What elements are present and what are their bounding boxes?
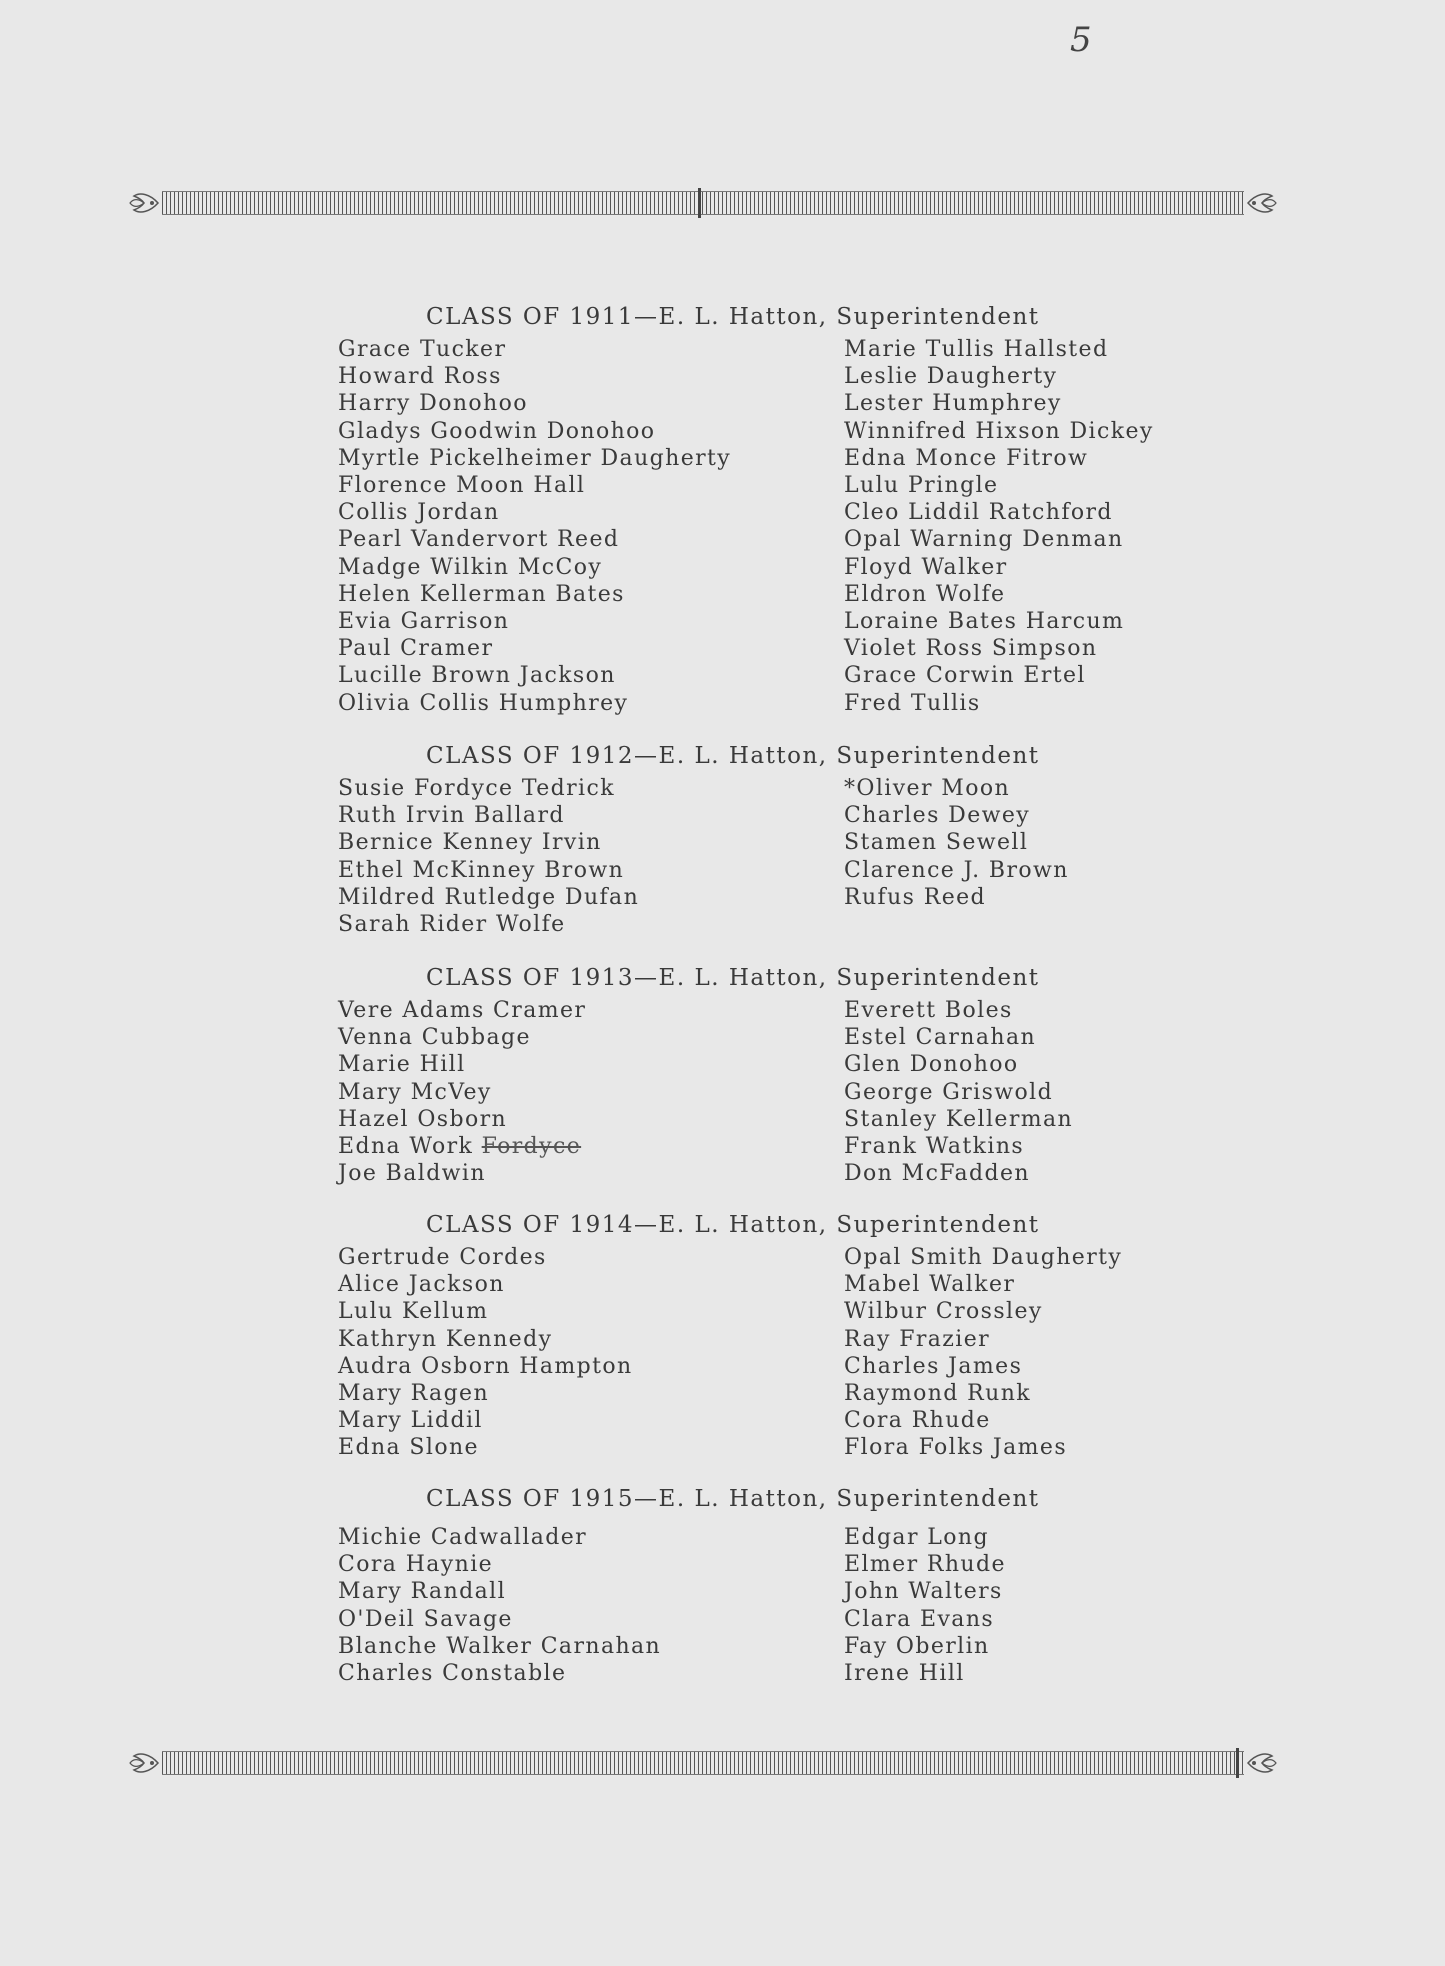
roster-name: Fred Tullis [844,690,981,716]
roster-name: Irene Hill [844,1661,965,1687]
class-heading: CLASS OF 1911—E. L. Hatton, Superintendent [426,304,1040,330]
roster-name: *Oliver Moon [844,776,1011,801]
roster-name: O'Deil Savage [338,1606,513,1632]
roster-name: Edna Monce Fitrow [844,445,1089,471]
roster-name: Eldron Wolfe [844,581,1006,607]
roster-name: Opal Warning Denman [844,527,1124,553]
names-left-column [338,336,731,717]
names-right-column [844,336,1154,717]
roster-name: Fay Oberlin [844,1633,990,1659]
palmette-ornament-icon [1244,188,1278,218]
class-heading: CLASS OF 1913—E. L. Hatton, Superintendent [426,965,1040,991]
class-heading: CLASS OF 1915—E. L. Hatton, Superintendent [426,1486,1040,1512]
top-ornamental-border [128,188,1278,218]
roster-name: Mary Randall [338,1579,507,1605]
roster-name: Elmer Rhude [844,1552,1006,1578]
roster-name: Cleo Liddil Ratchford [844,500,1113,526]
names-left-column [338,1244,633,1462]
roster-name: Collis Jordan [338,500,500,526]
roster-name: Blanche Walker Carnahan [338,1633,662,1659]
names-left-column [338,775,639,938]
roster-name: Mildred Rutledge Dufan [338,884,640,910]
roster-name: Vere Adams Cramer [338,998,587,1023]
roster-name: Edgar Long [844,1525,989,1550]
page-number: 5 [1070,20,1092,60]
roster-name: Florence Moon Hall [338,473,586,499]
roster-name: Helen Kellerman Bates [338,581,625,607]
roster-name: Lulu Pringle [844,473,999,499]
roster-name: Gladys Goodwin Donohoo [338,418,656,444]
roster-name: Wilbur Crossley [844,1299,1043,1325]
roster-name: Mabel Walker [844,1272,1016,1298]
roster-name: Flora Folks James [844,1435,1068,1461]
roster-name: Glen Donohoo [844,1052,1019,1078]
roster-name: Winnifred Hixson Dickey [844,418,1154,444]
roster-name: Harry Donohoo [338,391,528,417]
roster-name: Sarah Rider Wolfe [338,912,566,938]
roster-name: Marie Tullis Hallsted [844,337,1109,362]
roster-name: John Walters [844,1579,1003,1605]
palmette-ornament-icon [128,188,162,218]
roster-name: Hazel Osborn [338,1106,508,1132]
roster-name: Evia Garrison [338,609,510,635]
palmette-ornament-icon [1244,1748,1278,1778]
roster-name: Ruth Irvin Ballard [338,803,565,829]
palmette-ornament-icon [128,1748,162,1778]
roster-name: Clarence J. Brown [844,857,1069,883]
names-left-column [338,997,586,1187]
roster-name: Frank Watkins [844,1134,1025,1160]
bottom-ornamental-border [128,1748,1278,1778]
roster-name: Clara Evans [844,1606,995,1632]
roster-name: Audra Osborn Hampton [338,1353,633,1379]
roster-name: Bernice Kenney Irvin [338,830,602,856]
roster-name: Charles James [844,1353,1023,1379]
roster-name: Don McFadden [844,1161,1030,1187]
roster-name: Madge Wilkin McCoy [338,554,603,580]
roster-name: Venna Cubbage [338,1025,531,1051]
roster-name: Ethel McKinney Brown [338,857,625,883]
names-right-column [844,775,1069,911]
roster-name: Opal Smith Daugherty [844,1245,1123,1270]
roster-name: Michie Cadwallader [338,1525,588,1550]
names-left-column [338,1524,661,1687]
roster-name: Lulu Kellum [338,1299,489,1325]
roster-name: Charles Constable [338,1661,567,1687]
roster-name: Kathryn Kennedy [338,1326,553,1352]
roster-name: Leslie Daugherty [844,364,1058,390]
struck-out-surname: Fordyce [481,1134,582,1160]
roster-name: Stanley Kellerman [844,1106,1074,1132]
roster-name: Myrtle Pickelheimer Daugherty [338,445,732,471]
roster-name: Edna Slone [338,1435,479,1461]
roster-name: Howard Ross [338,364,502,390]
roster-name: Loraine Bates Harcum [844,609,1125,635]
roster-name: Gertrude Cordes [338,1245,547,1270]
roster-name: Everett Boles [844,998,1013,1023]
roster-name: Lucille Brown Jackson [338,663,616,689]
roster-name: Rufus Reed [844,884,987,910]
roster-name: Alice Jackson [338,1272,505,1298]
class-heading: CLASS OF 1914—E. L. Hatton, Superintendent [426,1212,1040,1238]
roster-name: Stamen Sewell [844,830,1029,856]
roster-name: George Griswold [844,1079,1054,1105]
roster-name: Estel Carnahan [844,1025,1037,1051]
roster-name: Paul Cramer [338,636,494,662]
class-heading: CLASS OF 1912—E. L. Hatton, Superintendent [426,743,1040,769]
names-right-column [844,1524,1006,1687]
roster-name: Marie Hill [338,1052,466,1078]
roster-name: Mary Ragen [338,1381,490,1407]
roster-name: Grace Tucker [338,337,507,362]
names-right-column [844,997,1073,1187]
roster-name: Joe Baldwin [338,1161,486,1187]
roster-name: Grace Corwin Ertel [844,663,1086,689]
roster-name: Raymond Runk [844,1381,1031,1407]
roster-name: Susie Fordyce Tedrick [338,776,615,801]
roster-name: Violet Ross Simpson [844,636,1098,662]
roster-name: Lester Humphrey [844,391,1062,417]
roster-name: Cora Haynie [338,1552,494,1578]
roster-name: Pearl Vandervort Reed [338,527,620,553]
roster-name: Ray Frazier [844,1326,991,1352]
roster-name: Floyd Walker [844,554,1008,580]
roster-name: Cora Rhude [844,1408,991,1434]
roster-name: Charles Dewey [844,803,1031,829]
roster-name: Mary McVey [338,1079,492,1105]
names-right-column [844,1244,1122,1462]
roster-name: Mary Liddil [338,1408,483,1434]
roster-name: Edna Work Fordyce [338,1134,582,1160]
roster-name: Olivia Collis Humphrey [338,690,629,716]
